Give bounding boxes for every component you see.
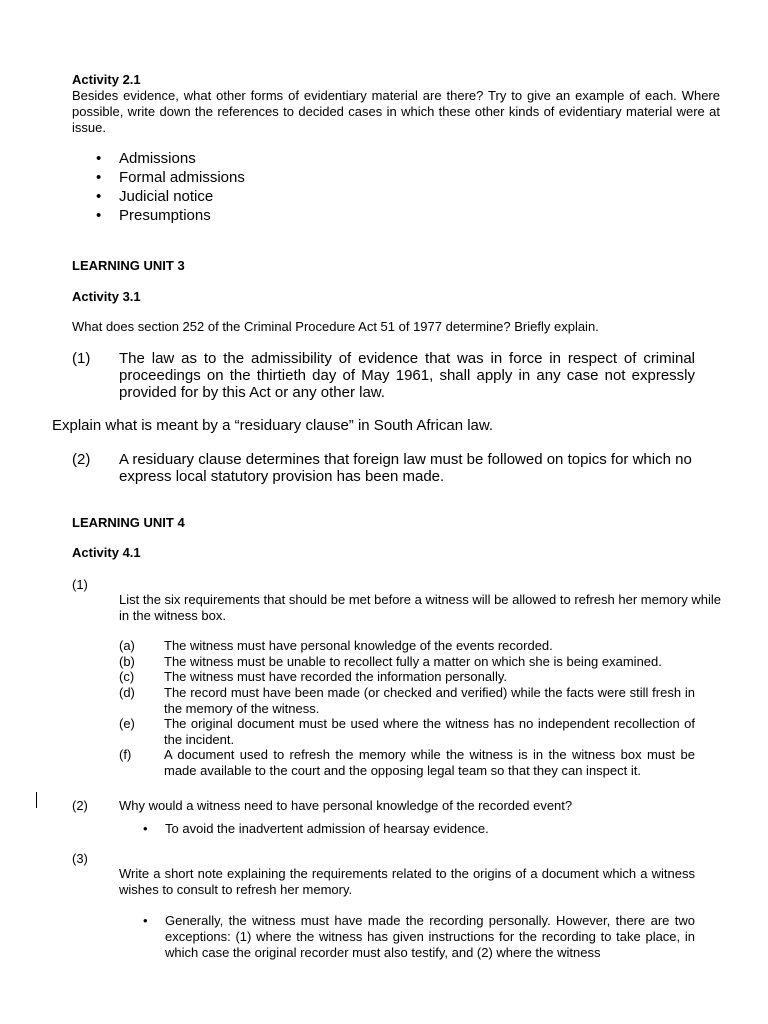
activity-2-1-heading: Activity 2.1	[72, 72, 141, 87]
section-252-text: The law as to the admissibility of evidence that was in force in respect of criminal proceedings on the thirtieth day of May 1961, shall apply in any case not expressly provided for by this Act or any other law.	[119, 350, 695, 401]
learning-unit-3-heading: LEARNING UNIT 3	[72, 258, 185, 273]
question-number: (2)	[72, 798, 88, 813]
paragraph-number: (1)	[72, 350, 91, 367]
question-number: (3)	[72, 851, 88, 866]
list-item: (e) The original document must be used where the witness has no independent recollection of the incident.	[119, 716, 695, 747]
activity-3-1-heading: Activity 3.1	[72, 289, 141, 304]
residuary-clause-question: Explain what is meant by a “residuary clause” in South African law.	[52, 417, 494, 434]
bullet-icon: •	[96, 150, 102, 167]
list-item: (d) The record must have been made (or checked and verified) while the facts were still fresh in the memory of the witness.	[119, 685, 695, 716]
list-item: (b) The witness must be unable to recollect fully a matter on which she is being examined.	[119, 654, 662, 669]
residuary-clause-answer: A residuary clause determines that foreign law must be followed on topics for which no express local statutory provision has been made.	[119, 451, 692, 485]
activity-4-1-heading: Activity 4.1	[72, 545, 141, 560]
bullet-icon: •	[96, 188, 102, 205]
bullet-icon: •	[96, 207, 102, 224]
question-1-text: List the six requirements that should be met before a witness will be allowed to refresh her memory while in the witness box.	[119, 592, 721, 623]
question-number: (1)	[72, 577, 88, 592]
list-item: (c) The witness must have recorded the information personally.	[119, 669, 507, 684]
bullet-icon: •	[143, 913, 148, 928]
requirements-list	[119, 638, 699, 795]
question-2-text: Why would a witness need to have personal knowledge of the recorded event?	[119, 798, 573, 813]
bullet-icon: •	[96, 169, 102, 186]
paragraph-number: (2)	[72, 451, 91, 468]
learning-unit-4-heading: LEARNING UNIT 4	[72, 515, 185, 530]
activity-3-1-question: What does section 252 of the Criminal Procedure Act 51 of 1977 determine? Briefly explain.	[72, 319, 599, 334]
list-item: (f) A document used to refresh the memory while the witness is in the witness box must be made available to the court and the opposing legal team so that they can inspect it.	[119, 747, 695, 778]
question-3-text: Write a short note explaining the requirements related to the origins of a document which a witness wishes to consult to refresh her memory.	[119, 866, 695, 897]
list-item: (a) The witness must have personal knowledge of the events recorded.	[119, 638, 553, 653]
activity-2-1-body: Besides evidence, what other forms of evidentiary material are there? Try to give an example of each. Where possible, write down the references to decided cases in which these other kinds of evidentiary material were at issue.	[72, 88, 720, 135]
margin-mark	[36, 792, 37, 808]
bullet-icon: •	[143, 821, 148, 836]
